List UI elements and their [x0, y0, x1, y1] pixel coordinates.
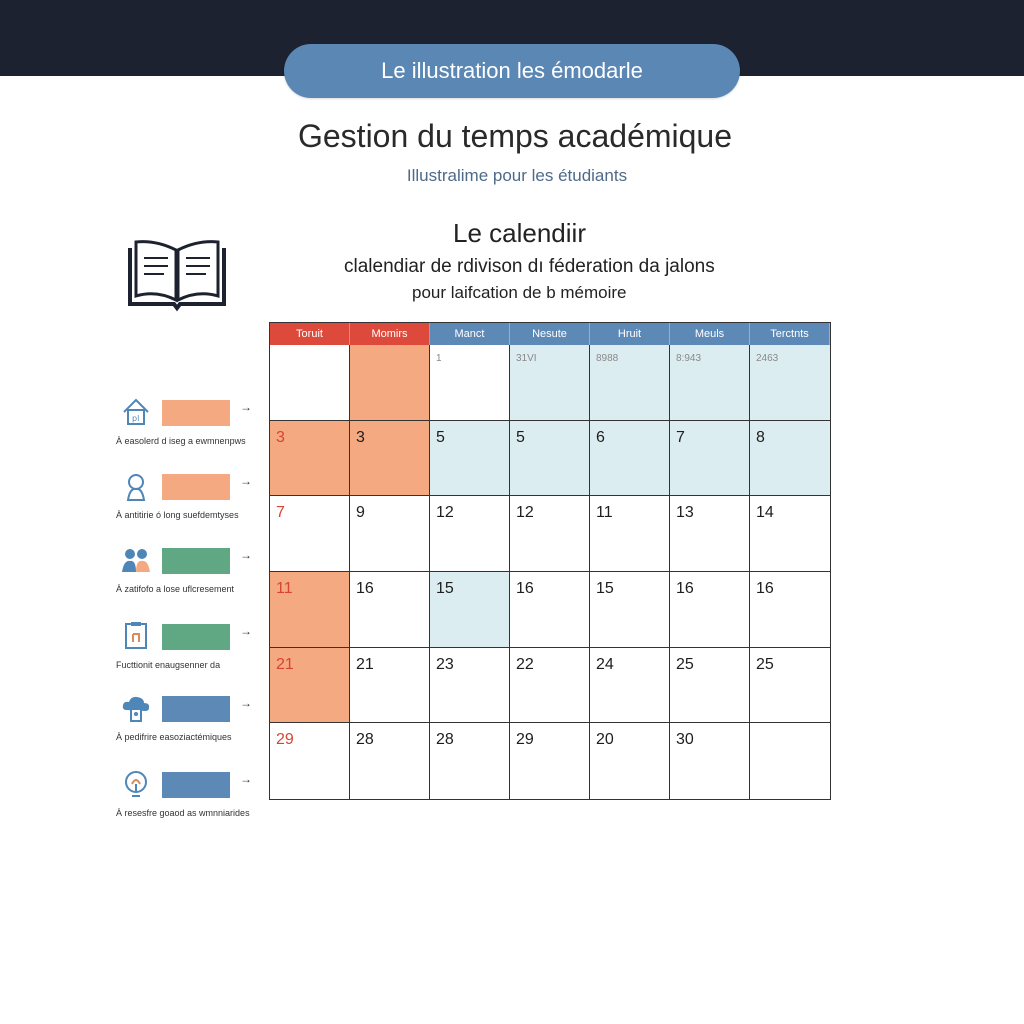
calendar-day-cell[interactable]: 7: [670, 421, 750, 497]
page-subtitle: Illustralime pour les étudiants: [406, 166, 628, 185]
house-icon: [120, 396, 152, 428]
calendar-body: [270, 345, 830, 799]
calendar-day-cell[interactable]: 15: [590, 572, 670, 648]
arrow-icon: →: [240, 474, 252, 488]
lightbulb-icon: [120, 768, 152, 800]
calendar-day-cell[interactable]: 29: [270, 723, 350, 799]
calendar-day-cell[interactable]: 13: [670, 496, 750, 572]
calendar-day-cell[interactable]: 3: [270, 421, 350, 497]
legend-item: [112, 396, 272, 456]
calendar-day-cell[interactable]: 16: [510, 572, 590, 648]
legend-item: [112, 470, 272, 530]
arrow-icon: →: [240, 548, 252, 562]
cloud-icon: [120, 692, 152, 724]
calendar-day-cell[interactable]: 30: [670, 723, 750, 799]
legend-label: À zatifofo a lose uflcresement: [116, 584, 235, 594]
calendar-section-subtitle: clalendiar de rdivison dı féderation da jalons: [344, 256, 715, 277]
legend-label: À resesfre goaod as wmnniarides: [116, 808, 250, 818]
legend-color-bar: [162, 400, 230, 426]
calendar-section-subtitle-2: pour laifcation de b mémoire: [412, 283, 627, 302]
calendar-day-header: Toruit: [270, 323, 350, 345]
calendar-day-cell[interactable]: 22: [510, 648, 590, 724]
group-icon: [120, 544, 152, 576]
legend-color-bar: [162, 772, 230, 798]
legend-label: À easolerd d iseg a ewmnenpws: [116, 436, 246, 446]
calendar-day-cell[interactable]: 1: [430, 345, 510, 421]
legend-color-bar: [162, 696, 230, 722]
calendar-day-cell[interactable]: 16: [350, 572, 430, 648]
legend-label: Fucttionit enaugsenner da: [116, 660, 221, 670]
calendar-day-cell[interactable]: 23: [430, 648, 510, 724]
calendar-section-title: Le calendiir: [453, 218, 586, 248]
legend-item: [112, 768, 272, 828]
calendar-day-cell[interactable]: 2463: [750, 345, 830, 421]
calendar-day-cell[interactable]: 24: [590, 648, 670, 724]
document-icon: [120, 620, 152, 652]
calendar-day-header: Terctnts: [750, 323, 830, 345]
svg-text:pl: pl: [132, 414, 140, 423]
calendar-day-cell[interactable]: 29: [510, 723, 590, 799]
calendar-day-cell[interactable]: 21: [350, 648, 430, 724]
calendar-day-cell[interactable]: 12: [510, 496, 590, 572]
banner-pill: Le illustration les émodarle: [284, 44, 740, 98]
calendar-day-cell[interactable]: 5: [430, 421, 510, 497]
legend-item: [112, 544, 272, 604]
calendar-day-cell[interactable]: 3: [350, 421, 430, 497]
arrow-icon: →: [240, 696, 252, 710]
calendar-grid: [269, 322, 831, 800]
calendar-day-cell[interactable]: 5: [510, 421, 590, 497]
arrow-icon: →: [240, 400, 252, 414]
calendar-day-cell[interactable]: 9: [350, 496, 430, 572]
calendar-day-cell[interactable]: 8:943: [670, 345, 750, 421]
calendar-day-cell[interactable]: 28: [430, 723, 510, 799]
calendar-day-header: Momirs: [350, 323, 430, 345]
calendar-day-header: Meuls: [670, 323, 750, 345]
calendar-day-cell[interactable]: 16: [750, 572, 830, 648]
calendar-day-cell[interactable]: 20: [590, 723, 670, 799]
legend-color-bar: [162, 474, 230, 500]
legend-label: À antitirie ó long suefdemtyses: [116, 510, 239, 520]
legend-color-bar: [162, 548, 230, 574]
legend-item: [112, 620, 272, 680]
calendar-day-cell[interactable]: 7: [270, 496, 350, 572]
calendar-day-cell[interactable]: 28: [350, 723, 430, 799]
calendar-day-header: Hruit: [590, 323, 670, 345]
calendar-day-cell[interactable]: 6: [590, 421, 670, 497]
page-title: Gestion du temps académique: [297, 118, 733, 154]
calendar-day-header: Nesute: [510, 323, 590, 345]
legend-item: [112, 692, 272, 752]
calendar-day-cell[interactable]: 8988: [590, 345, 670, 421]
calendar-day-cell[interactable]: [270, 345, 350, 421]
arrow-icon: →: [240, 772, 252, 786]
calendar-day-cell[interactable]: 14: [750, 496, 830, 572]
person-icon: [120, 470, 152, 502]
legend-label: À pedifrire easoziactémiques: [116, 732, 232, 742]
calendar-day-cell[interactable]: 8: [750, 421, 830, 497]
calendar-day-cell[interactable]: 21: [270, 648, 350, 724]
calendar-day-cell[interactable]: 31VI: [510, 345, 590, 421]
calendar-day-cell[interactable]: 25: [750, 648, 830, 724]
calendar-day-header: Manct: [430, 323, 510, 345]
calendar-day-cell[interactable]: [350, 345, 430, 421]
open-book-icon: [124, 238, 230, 312]
calendar-day-cell[interactable]: 16: [670, 572, 750, 648]
calendar-day-cell[interactable]: 12: [430, 496, 510, 572]
calendar-day-cell[interactable]: 11: [270, 572, 350, 648]
legend-color-bar: [162, 624, 230, 650]
arrow-icon: →: [240, 624, 252, 638]
calendar-day-cell[interactable]: [750, 723, 830, 799]
calendar-day-cell[interactable]: 11: [590, 496, 670, 572]
calendar-day-cell[interactable]: 25: [670, 648, 750, 724]
calendar-header-row: [270, 323, 830, 345]
calendar-day-cell[interactable]: 15: [430, 572, 510, 648]
